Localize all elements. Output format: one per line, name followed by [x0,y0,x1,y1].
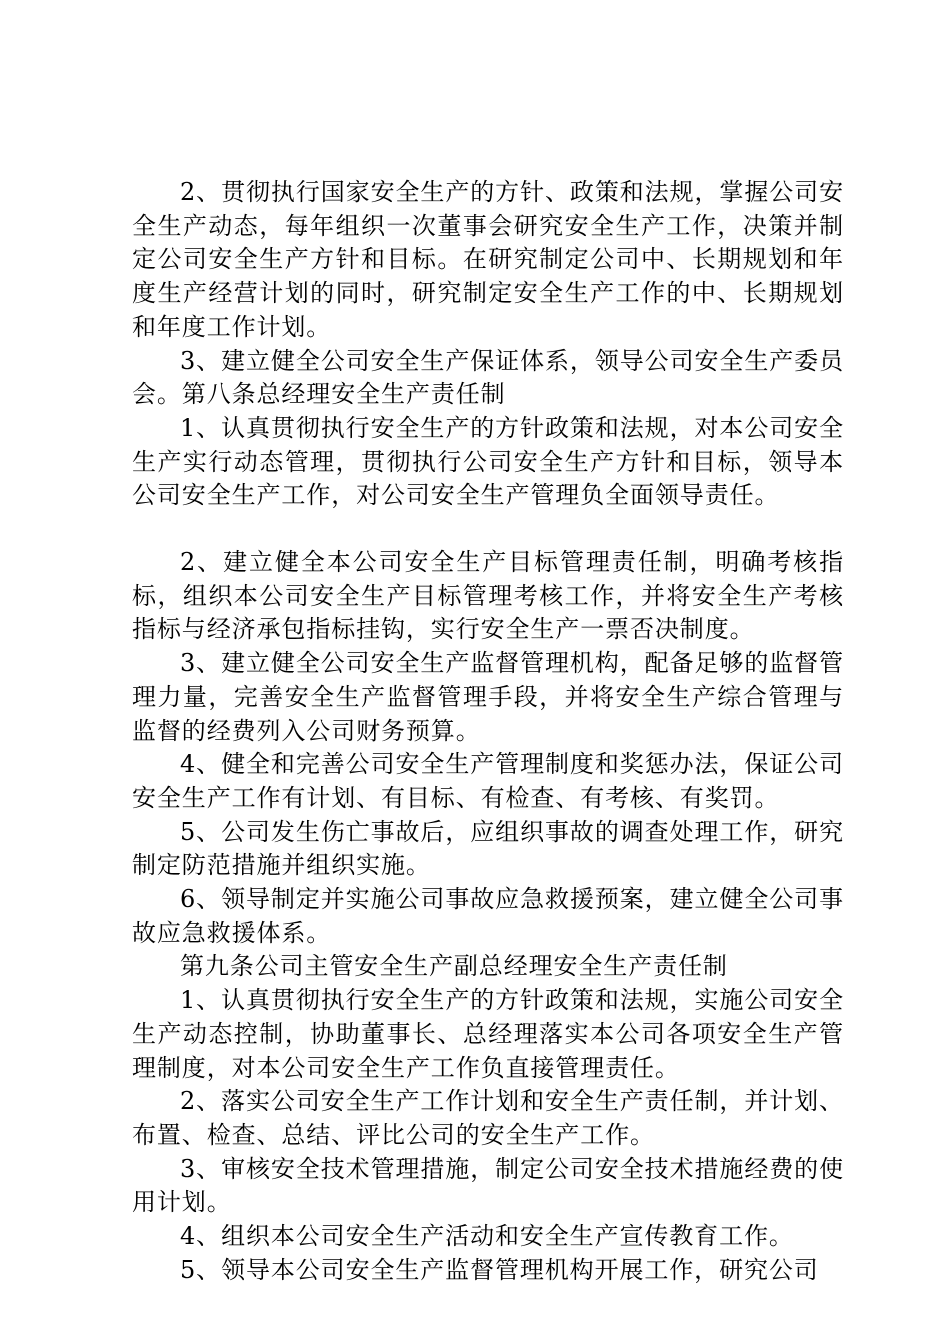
paragraph-gm-item-1: 1、认真贯彻执行安全生产的方针政策和法规，对本公司安全生产实行动态管理，贯彻执行公司安全生产方针和目标，领导本公司安全生产工作，对公司安全生产管理负全面领导责任。 [132,413,844,510]
paragraph-vp-item-5: 5、领导本公司安全生产监督管理机构开展工作，研究公司 [180,1255,819,1284]
paragraph-gm-item-6: 6、领导制定并实施公司事故应急救援预案，建立健全公司事故应急救援体系。 [132,885,844,947]
paragraph-chairman-item-3: 3、建立健全公司安全生产保证体系，领导公司安全生产委员会。第八条总经理安全生产责任制 [132,346,844,409]
document-body [132,176,844,1288]
section-heading-article-9: 第九条公司主管安全生产副总经理安全生产责任制 [180,952,728,981]
paragraph-vp-item-1: 1、认真贯彻执行安全生产的方针政策和法规，实施公司安全生产动态控制，协助董事长、总经理落实本公司各项安全生产管理制度，对本公司安全生产工作负直接管理责任。 [132,986,844,1082]
paragraph-vp-item-4: 4、组织本公司安全生产活动和安全生产宣传教育工作。 [180,1222,794,1251]
paragraph-gm-item-2: 2、建立健全本公司安全生产目标管理责任制，明确考核指标，组织本公司安全生产目标管理考核工作，并将安全生产考核指标与经济承包指标挂钩，实行安全生产一票否决制度。 [132,548,844,644]
paragraph-gm-item-4: 4、健全和完善公司安全生产管理制度和奖惩办法，保证公司安全生产工作有计划、有目标、有检查、有考核、有奖罚。 [132,750,844,812]
paragraph-vp-item-3: 3、审核安全技术管理措施，制定公司安全技术措施经费的使用计划。 [132,1154,844,1217]
paragraph-chairman-item-2: 2、贯彻执行国家安全生产的方针、政策和法规，掌握公司安全生产动态，每年组织一次董事会研究安全生产工作，决策并制定公司安全生产方针和目标。在研究制定公司中、长期规划和年度生产经营计划的同时，研究制定安全生产工作的中、长期规划和年度工作计划。 [132,178,844,341]
paragraph-vp-item-2: 2、落实公司安全生产工作计划和安全生产责任制，并计划、布置、检查、总结、评比公司的安全生产工作。 [132,1087,844,1149]
paragraph-gm-item-5: 5、公司发生伤亡事故后，应组织事故的调查处理工作，研究制定防范措施并组织实施。 [132,817,844,880]
paragraph-gm-item-3: 3、建立健全公司安全生产监督管理机构，配备足够的监督管理力量，完善安全生产监督管理手段，并将安全生产综合管理与监督的经费列入公司财务预算。 [132,649,844,745]
